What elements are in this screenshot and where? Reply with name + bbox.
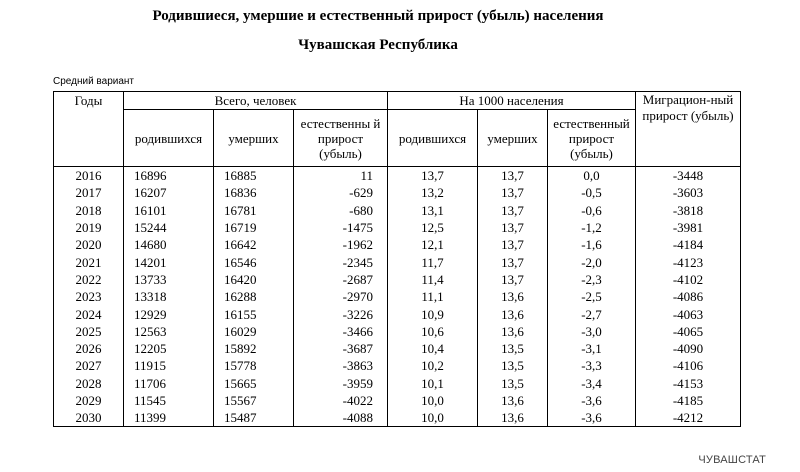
cell-natural-rate: -0,6	[548, 202, 636, 219]
cell-born: 16207	[124, 184, 214, 201]
table-row	[54, 340, 741, 357]
cell-died: 16546	[214, 253, 294, 270]
cell-natural: -1962	[294, 236, 388, 253]
table-row	[54, 392, 741, 409]
table-row	[54, 357, 741, 374]
table-row	[54, 253, 741, 270]
cell-died-rate: 13,7	[478, 236, 548, 253]
cell-born-rate: 10,6	[388, 323, 478, 340]
cell-natural-rate: -2,0	[548, 253, 636, 270]
cell-died: 15892	[214, 340, 294, 357]
cell-natural: -680	[294, 202, 388, 219]
cell-died-rate: 13,5	[478, 340, 548, 357]
cell-natural: -1475	[294, 219, 388, 236]
cell-year: 2022	[54, 271, 124, 288]
table-row	[54, 375, 741, 392]
cell-natural: -2687	[294, 271, 388, 288]
cell-year: 2024	[54, 305, 124, 322]
header-died-rate: умерших	[478, 110, 548, 167]
cell-died-rate: 13,7	[478, 184, 548, 201]
cell-migration: -3603	[636, 184, 741, 201]
cell-migration: -4065	[636, 323, 741, 340]
cell-died: 16885	[214, 167, 294, 185]
cell-died-rate: 13,6	[478, 288, 548, 305]
page-title: Родившиеся, умершие и естественный прирост (убыль) населения	[152, 8, 604, 24]
cell-born-rate: 11,4	[388, 271, 478, 288]
cell-year: 2020	[54, 236, 124, 253]
cell-born: 16896	[124, 167, 214, 185]
cell-born-rate: 12,5	[388, 219, 478, 236]
cell-migration: -4212	[636, 409, 741, 427]
cell-migration: -4106	[636, 357, 741, 374]
cell-died-rate: 13,7	[478, 219, 548, 236]
source-watermark: ЧУВАШСТАТ	[698, 454, 766, 466]
table-row	[54, 236, 741, 253]
cell-born: 11915	[124, 357, 214, 374]
cell-natural: -3687	[294, 340, 388, 357]
cell-natural: -4088	[294, 409, 388, 427]
table-row	[54, 323, 741, 340]
cell-died: 15778	[214, 357, 294, 374]
cell-natural-rate: -1,2	[548, 219, 636, 236]
cell-natural-rate: -2,5	[548, 288, 636, 305]
forecast-variant-label: Средний вариант	[53, 76, 135, 87]
header-born-rate: родившихся	[388, 110, 478, 167]
cell-died-rate: 13,6	[478, 409, 548, 427]
cell-natural: -3863	[294, 357, 388, 374]
table-body	[54, 167, 741, 427]
header-natural-rate: естественный прирост (убыль)	[548, 110, 636, 167]
cell-born: 12205	[124, 340, 214, 357]
cell-natural-rate: -2,7	[548, 305, 636, 322]
cell-born: 11399	[124, 409, 214, 427]
cell-died: 15487	[214, 409, 294, 427]
cell-born-rate: 11,7	[388, 253, 478, 270]
cell-natural: -3959	[294, 375, 388, 392]
cell-natural-rate: -1,6	[548, 236, 636, 253]
cell-natural: -4022	[294, 392, 388, 409]
cell-born: 14201	[124, 253, 214, 270]
cell-year: 2030	[54, 409, 124, 427]
cell-died-rate: 13,7	[478, 253, 548, 270]
cell-natural-rate: -3,6	[548, 409, 636, 427]
cell-year: 2019	[54, 219, 124, 236]
cell-born-rate: 12,1	[388, 236, 478, 253]
header-per1000-group: На 1000 населения	[388, 92, 636, 110]
cell-migration: -3448	[636, 167, 741, 185]
cell-died: 16836	[214, 184, 294, 201]
cell-born: 11706	[124, 375, 214, 392]
cell-natural-rate: -2,3	[548, 271, 636, 288]
cell-died: 16642	[214, 236, 294, 253]
cell-natural-rate: -3,6	[548, 392, 636, 409]
cell-migration: -4063	[636, 305, 741, 322]
cell-died: 16155	[214, 305, 294, 322]
header-died: умерших	[214, 110, 294, 167]
table-row	[54, 288, 741, 305]
header-total-group: Всего, человек	[124, 92, 388, 110]
header-migration: Миграцион-ный прирост (убыль)	[636, 92, 741, 167]
cell-year: 2027	[54, 357, 124, 374]
cell-year: 2021	[54, 253, 124, 270]
cell-died-rate: 13,6	[478, 305, 548, 322]
cell-year: 2016	[54, 167, 124, 185]
cell-born: 13318	[124, 288, 214, 305]
cell-died: 15665	[214, 375, 294, 392]
cell-died: 16288	[214, 288, 294, 305]
cell-died: 16781	[214, 202, 294, 219]
cell-born: 13733	[124, 271, 214, 288]
cell-born-rate: 10,0	[388, 392, 478, 409]
cell-born-rate: 10,9	[388, 305, 478, 322]
cell-natural: -3466	[294, 323, 388, 340]
cell-died-rate: 13,7	[478, 202, 548, 219]
cell-born: 14680	[124, 236, 214, 253]
cell-died: 16029	[214, 323, 294, 340]
cell-natural-rate: -3,0	[548, 323, 636, 340]
table-row	[54, 184, 741, 201]
cell-year: 2017	[54, 184, 124, 201]
cell-year: 2028	[54, 375, 124, 392]
table-row	[54, 271, 741, 288]
cell-migration: -4184	[636, 236, 741, 253]
cell-natural: -2345	[294, 253, 388, 270]
cell-born: 12563	[124, 323, 214, 340]
cell-died-rate: 13,5	[478, 357, 548, 374]
cell-natural-rate: -3,3	[548, 357, 636, 374]
cell-died: 16420	[214, 271, 294, 288]
cell-born-rate: 13,2	[388, 184, 478, 201]
cell-born-rate: 11,1	[388, 288, 478, 305]
population-table	[53, 91, 741, 427]
cell-natural: -3226	[294, 305, 388, 322]
cell-migration: -4153	[636, 375, 741, 392]
cell-died-rate: 13,7	[478, 167, 548, 185]
cell-died: 16719	[214, 219, 294, 236]
cell-died: 15567	[214, 392, 294, 409]
cell-migration: -3981	[636, 219, 741, 236]
cell-year: 2018	[54, 202, 124, 219]
table-row	[54, 167, 741, 185]
cell-migration: -3818	[636, 202, 741, 219]
table-row	[54, 305, 741, 322]
cell-died-rate: 13,5	[478, 375, 548, 392]
cell-born-rate: 10,1	[388, 375, 478, 392]
header-born: родившихся	[124, 110, 214, 167]
cell-migration: -4123	[636, 253, 741, 270]
cell-natural-rate: 0,0	[548, 167, 636, 185]
table-row	[54, 202, 741, 219]
cell-natural-rate: -3,4	[548, 375, 636, 392]
cell-born: 16101	[124, 202, 214, 219]
cell-natural-rate: -3,1	[548, 340, 636, 357]
table-row	[54, 409, 741, 427]
cell-year: 2026	[54, 340, 124, 357]
cell-natural: 11	[294, 167, 388, 185]
cell-natural-rate: -0,5	[548, 184, 636, 201]
cell-migration: -4102	[636, 271, 741, 288]
cell-year: 2023	[54, 288, 124, 305]
cell-died-rate: 13,6	[478, 392, 548, 409]
cell-born: 15244	[124, 219, 214, 236]
cell-born-rate: 10,4	[388, 340, 478, 357]
cell-born-rate: 10,2	[388, 357, 478, 374]
table-row	[54, 219, 741, 236]
cell-migration: -4185	[636, 392, 741, 409]
cell-born-rate: 10,0	[388, 409, 478, 427]
header-years: Годы	[54, 92, 124, 167]
cell-year: 2025	[54, 323, 124, 340]
cell-year: 2029	[54, 392, 124, 409]
region-subtitle: Чувашская Республика	[298, 37, 458, 53]
cell-migration: -4086	[636, 288, 741, 305]
cell-born-rate: 13,7	[388, 167, 478, 185]
cell-died-rate: 13,7	[478, 271, 548, 288]
cell-born: 12929	[124, 305, 214, 322]
cell-natural: -629	[294, 184, 388, 201]
header-natural: естественны й прирост (убыль)	[294, 110, 388, 167]
cell-born: 11545	[124, 392, 214, 409]
cell-died-rate: 13,6	[478, 323, 548, 340]
cell-born-rate: 13,1	[388, 202, 478, 219]
cell-migration: -4090	[636, 340, 741, 357]
cell-natural: -2970	[294, 288, 388, 305]
